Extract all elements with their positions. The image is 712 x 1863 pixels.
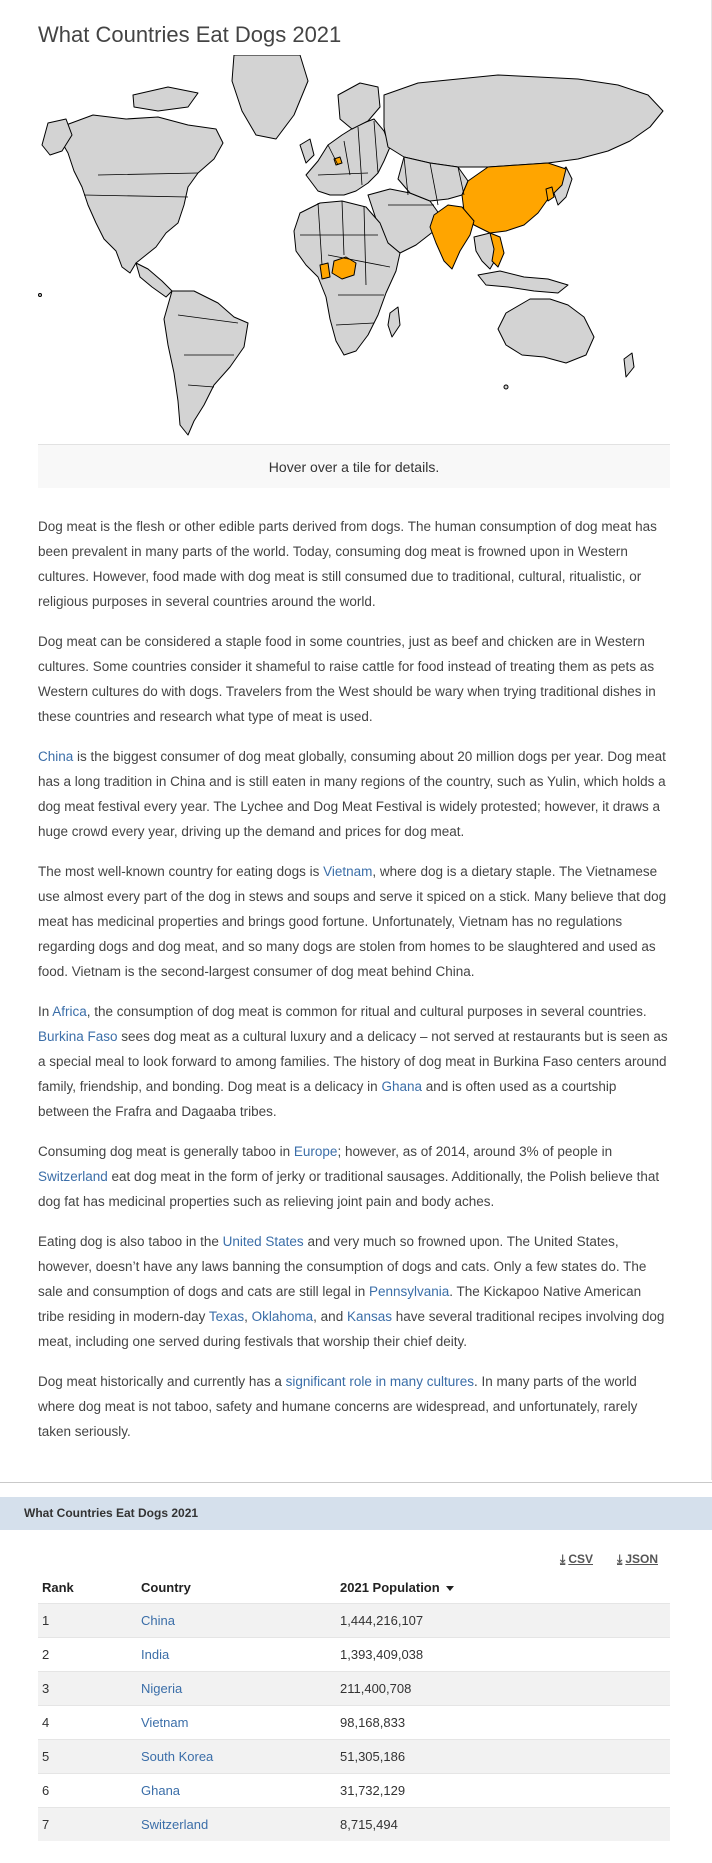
map-region-canadian-arctic[interactable] bbox=[133, 87, 198, 111]
cell-rank: 5 bbox=[38, 1739, 137, 1773]
column-header-rank[interactable]: Rank bbox=[42, 1580, 74, 1596]
article-paragraph-7: Eating dog is also taboo in the United States and very much so frowned upon. The United States, however, doesn’t have any laws banning the consumption of dogs and cats. Only a few states do. The sale and consumption of dogs and cats are still legal in Pennsylvania. The Kickapoo Native American tribe residing in modern-day Texas, Oklahoma, and Kansas have several traditional recipes involving dog meat, including one served during festivals that worship their chief deity. bbox=[38, 1234, 665, 1349]
link-pennsylvania[interactable]: Pennsylvania bbox=[368, 1284, 450, 1299]
article-paragraph-2: Dog meat can be considered a staple food in some countries, just as beef and chicken are in Western cultures. Some countries consider it shameful to raise cattle for food instead of treating them as pets as Western cultures do with dogs. Travelers from the West should be wary when trying traditional dishes in these countries and research what type of meat is used. bbox=[38, 634, 656, 724]
article-paragraph-1: Dog meat is the flesh or other edible parts derived from dogs. The human consumption of dog meat has been prevalent in many parts of the world. Today, consuming dog meat is frowned upon in Western cultures. However, food made with dog meat is still consumed due to traditional, cultural, ritualistic, or religious purposes in several countries around the world. bbox=[38, 519, 657, 609]
cell-country bbox=[137, 1637, 336, 1671]
map-region-madagascar[interactable] bbox=[388, 307, 400, 337]
cell-rank: 4 bbox=[38, 1705, 137, 1739]
map-country-india[interactable] bbox=[430, 205, 474, 269]
map-region-north-america[interactable] bbox=[60, 115, 223, 273]
cell-population: 51,305,186 bbox=[336, 1739, 670, 1773]
article-paragraph-6: Consuming dog meat is generally taboo in Europe; however, as of 2014, around 3% of people in Switzerland eat dog meat in the form of jerky or traditional sausages. Additionally, the Polish believe that dog fat has medicinal properties such as relieving joint pain and body aches. bbox=[38, 1144, 660, 1209]
cell-population: 211,400,708 bbox=[336, 1671, 670, 1705]
cell-country bbox=[137, 1705, 336, 1739]
cell-rank: 2 bbox=[38, 1637, 137, 1671]
map-country-ghana[interactable] bbox=[320, 263, 330, 279]
link-country-switzerland[interactable]: Switzerland bbox=[141, 1816, 209, 1832]
cell-population: 1,444,216,107 bbox=[336, 1603, 670, 1637]
link-vietnam[interactable]: Vietnam bbox=[323, 864, 373, 879]
section-divider bbox=[0, 1482, 712, 1483]
link-united-states[interactable]: United States bbox=[222, 1234, 304, 1249]
cell-rank: 3 bbox=[38, 1671, 137, 1705]
cell-rank: 1 bbox=[38, 1603, 137, 1637]
article-paragraph-3: China is the biggest consumer of dog meat globally, consuming about 20 million dogs per year. Dog meat has a long tradition in China and is still eaten in many regions of the country, such as Yulin, which holds a dog meat festival every year. The Lychee and Dog Meat Festival is widely protested; however, it draws a huge crowd every year, driving up the demand and prices for dog meat. bbox=[38, 749, 666, 839]
cell-population: 98,168,833 bbox=[336, 1705, 670, 1739]
link-china[interactable]: China bbox=[38, 749, 74, 764]
link-country-india[interactable]: India bbox=[141, 1646, 170, 1662]
table-header-row bbox=[38, 1573, 670, 1603]
table-row bbox=[38, 1671, 670, 1705]
table-row bbox=[38, 1739, 670, 1773]
table-row bbox=[38, 1807, 670, 1841]
link-europe[interactable]: Europe bbox=[293, 1144, 338, 1159]
table-row bbox=[38, 1705, 670, 1739]
map-region-russia[interactable] bbox=[384, 75, 663, 167]
table-row bbox=[38, 1773, 670, 1807]
cell-rank: 6 bbox=[38, 1773, 137, 1807]
download-icon: ⤓ bbox=[617, 1552, 623, 1566]
cell-country bbox=[137, 1603, 336, 1637]
map-caption: Hover over a tile for details. bbox=[38, 444, 670, 488]
map-region-new-zealand[interactable] bbox=[624, 353, 634, 377]
link-country-nigeria[interactable]: Nigeria bbox=[141, 1680, 183, 1696]
map-region-indonesia[interactable] bbox=[478, 271, 568, 293]
table-row bbox=[38, 1637, 670, 1671]
download-icon: ⤓ bbox=[560, 1552, 566, 1566]
link-country-china[interactable]: China bbox=[141, 1612, 175, 1628]
link-oklahoma[interactable]: Oklahoma bbox=[251, 1309, 314, 1324]
map-region-europe[interactable] bbox=[306, 119, 390, 195]
map-region-south-america[interactable] bbox=[164, 291, 248, 435]
article-paragraph-5: In Africa, the consumption of dog meat is common for ritual and cultural purposes in several countries. Burkina Faso sees dog meat as a cultural luxury and a delicacy – not served at restaurants but is seen as a special meal to look forward to among families. The history of dog meat in Burkina Faso centers around family, friendship, and bonding. Dog meat is a delicacy in Ghana and is often used as a courtship between the Frafra and Dagaaba tribes. bbox=[38, 1004, 668, 1119]
table-section-header: What Countries Eat Dogs 2021 bbox=[0, 1497, 712, 1530]
cell-population: 8,715,494 bbox=[336, 1807, 670, 1841]
link-country-vietnam[interactable]: Vietnam bbox=[141, 1714, 189, 1730]
link-texas[interactable]: Texas bbox=[208, 1309, 245, 1324]
link-significant-role[interactable]: significant role in many cultures bbox=[285, 1374, 474, 1389]
sort-desc-icon bbox=[446, 1586, 454, 1591]
link-country-south-korea[interactable]: South Korea bbox=[141, 1748, 214, 1764]
link-africa[interactable]: Africa bbox=[52, 1004, 87, 1019]
link-switzerland[interactable]: Switzerland bbox=[38, 1169, 108, 1184]
link-burkina-faso[interactable]: Burkina Faso bbox=[38, 1029, 118, 1044]
map-island-hawaii bbox=[39, 294, 42, 297]
cell-rank: 7 bbox=[38, 1807, 137, 1841]
article-body bbox=[38, 514, 670, 1459]
world-map[interactable] bbox=[38, 55, 668, 440]
article-paragraph-4: The most well-known country for eating dogs is Vietnam, where dog is a dietary staple. The Vietnamese use almost every part of the dog in stews and soups and serve it spiced on a stick. Many believe that dog meat has medicinal properties and brings good fortune. Unfortunately, Vietnam has no regulations regarding dogs and dog meat, and so many dogs are stolen from homes to be slaughtered and used as food. Vietnam is the second-largest consumer of dog meat behind China. bbox=[38, 864, 667, 979]
map-country-nigeria[interactable] bbox=[332, 257, 356, 279]
article-paragraph-8: Dog meat historically and currently has a significant role in many cultures. In many parts of the world where dog meat is not taboo, safety and humane concerns are widespread, and unfortunately, rarely taken seriously. bbox=[38, 1374, 638, 1439]
link-country-ghana[interactable]: Ghana bbox=[141, 1782, 181, 1798]
column-header-country[interactable]: Country bbox=[141, 1580, 191, 1596]
cell-country bbox=[137, 1739, 336, 1773]
data-table bbox=[38, 1573, 670, 1841]
column-header-population[interactable]: 2021 Population bbox=[336, 1573, 670, 1603]
cell-country bbox=[137, 1671, 336, 1705]
page-title: What Countries Eat Dogs 2021 bbox=[38, 22, 342, 47]
map-country-south-korea[interactable] bbox=[546, 187, 554, 201]
map-region-uk[interactable] bbox=[300, 139, 314, 163]
download-csv-button[interactable]: ⤓ CSV bbox=[560, 1552, 593, 1566]
map-region-greenland[interactable] bbox=[232, 55, 308, 139]
map-island-pacific bbox=[504, 385, 508, 389]
cell-country bbox=[137, 1773, 336, 1807]
map-region-central-america[interactable] bbox=[136, 263, 172, 297]
table-row bbox=[38, 1603, 670, 1637]
cell-population: 31,732,129 bbox=[336, 1773, 670, 1807]
cell-population: 1,393,409,038 bbox=[336, 1637, 670, 1671]
link-ghana[interactable]: Ghana bbox=[381, 1079, 422, 1094]
link-kansas[interactable]: Kansas bbox=[346, 1309, 392, 1324]
map-region-australia[interactable] bbox=[498, 299, 594, 363]
download-json-button[interactable]: ⤓ JSON bbox=[617, 1552, 658, 1566]
cell-country bbox=[137, 1807, 336, 1841]
map-country-switzerland[interactable] bbox=[334, 157, 342, 165]
